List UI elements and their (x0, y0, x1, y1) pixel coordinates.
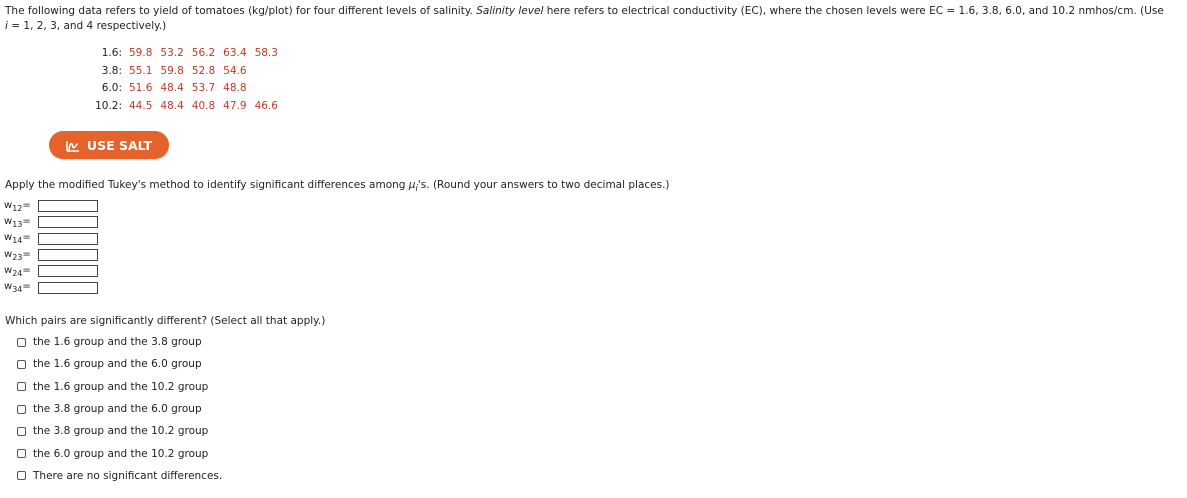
yield-value: 54.6 (223, 64, 247, 77)
option-label: the 1.6 group and the 10.2 group (33, 380, 209, 393)
salinity-level-label: 3.8: (101, 64, 122, 77)
tukey-question (5, 179, 670, 194)
w-subscript: 34 (12, 285, 23, 295)
w-symbol: w (4, 248, 13, 260)
option-label: the 3.8 group and the 6.0 group (33, 403, 202, 416)
w-subscript: 23 (12, 252, 23, 262)
w-field-row (4, 231, 98, 247)
yield-data-table (88, 45, 286, 115)
data-row (88, 63, 286, 81)
yield-value: 48.8 (223, 82, 247, 94)
yield-value: 48.4 (160, 82, 184, 94)
yield-value: 47.9 (223, 99, 247, 112)
yield-value: 56.2 (191, 47, 216, 59)
w-field-group (4, 198, 98, 296)
w-field-row (4, 247, 98, 263)
option-label: the 1.6 group and the 3.8 group (33, 336, 202, 349)
w-field-row (4, 198, 98, 214)
pair-option[interactable] (17, 442, 222, 464)
w-subscript: 13 (12, 219, 23, 229)
yield-value: 51.6 (129, 82, 153, 94)
intro-text: The following data refers to yield of tomatoes (kg/plot) for four different levels of salinity. (5, 5, 477, 17)
w-field-row (4, 263, 98, 279)
equals-sign: = (22, 281, 31, 293)
salinity-level-term: Salinity level (476, 5, 544, 17)
data-row (88, 98, 286, 116)
pairs-checkbox-list (17, 331, 222, 487)
data-row (88, 45, 286, 63)
pair-option[interactable] (17, 331, 222, 353)
checkbox[interactable] (17, 449, 26, 458)
mu-symbol: μ (408, 179, 416, 191)
equals-sign: = (22, 232, 31, 244)
checkbox[interactable] (17, 405, 26, 414)
yield-value: 44.5 (129, 99, 153, 112)
data-row (88, 80, 286, 98)
w-symbol: w (4, 215, 13, 227)
yield-value: 53.2 (160, 47, 184, 59)
yield-value: 63.4 (223, 47, 247, 59)
problem-statement (5, 4, 1180, 34)
salinity-level-label: 6.0: (101, 82, 122, 94)
checkbox[interactable] (17, 382, 26, 391)
option-label: the 3.8 group and the 10.2 group (33, 425, 209, 438)
equals-sign: = (22, 248, 31, 260)
pair-option[interactable] (17, 376, 222, 398)
w-label (4, 281, 38, 294)
option-label: the 6.0 group and the 10.2 group (33, 447, 209, 460)
yield-value: 40.8 (191, 99, 216, 112)
pair-option[interactable] (17, 465, 222, 487)
w14-input[interactable] (38, 233, 98, 245)
w-label (4, 249, 38, 262)
use-salt-button[interactable] (49, 131, 169, 159)
equals-sign: = (22, 199, 31, 211)
mu-subscript: i (415, 184, 418, 195)
yield-value: 52.8 (191, 64, 216, 77)
yield-value: 53.7 (191, 82, 216, 94)
pairs-question: Which pairs are significantly different? (Select all that apply.) (5, 315, 326, 327)
w-symbol: w (4, 264, 13, 276)
option-label: There are no significant differences. (33, 469, 223, 482)
pair-option[interactable] (17, 420, 222, 442)
salinity-level-label: 1.6: (101, 47, 122, 59)
yield-value: 59.8 (129, 47, 153, 59)
equals-sign: = (22, 215, 31, 227)
question-text-2: 's. (Round your answers to two decimal places.) (417, 179, 670, 191)
w-label (4, 265, 38, 278)
w-field-row (4, 279, 98, 295)
w-subscript: 14 (12, 236, 23, 246)
pair-option[interactable] (17, 353, 222, 375)
w-symbol: w (4, 281, 13, 293)
yield-value: 46.6 (254, 99, 278, 112)
checkbox[interactable] (17, 338, 26, 347)
yield-value: 58.3 (254, 47, 278, 59)
salinity-level-label: 10.2: (95, 99, 122, 112)
checkbox[interactable] (17, 427, 26, 436)
question-text: Apply the modified Tukey's method to identify significant differences among (5, 179, 409, 191)
w-field-row (4, 214, 98, 230)
w12-input[interactable] (38, 200, 98, 212)
checkbox[interactable] (17, 360, 26, 369)
w-subscript: 24 (12, 268, 23, 278)
w-symbol: w (4, 232, 13, 244)
w34-input[interactable] (38, 282, 98, 294)
w13-input[interactable] (38, 216, 98, 228)
pair-option[interactable] (17, 398, 222, 420)
checkbox[interactable] (17, 471, 26, 480)
equals-sign: = (22, 264, 31, 276)
w-label (4, 200, 38, 213)
intro-text-2: here refers to electrical conductivity (EC), where the chosen levels were EC = 1.6, 3.8, 6.0, and 10.2 nmhos/cm. (Use (543, 5, 1164, 17)
yield-value: 55.1 (129, 64, 153, 77)
yield-value: 59.8 (160, 64, 184, 77)
w-label (4, 232, 38, 245)
w24-input[interactable] (38, 265, 98, 277)
w-symbol: w (4, 199, 13, 211)
index-variable: i (5, 20, 8, 32)
w-subscript: 12 (12, 203, 23, 213)
intro-text-3: = 1, 2, 3, and 4 respectively.) (7, 20, 167, 32)
w23-input[interactable] (38, 249, 98, 261)
w-label (4, 216, 38, 229)
yield-value: 48.4 (160, 99, 184, 112)
option-label: the 1.6 group and the 6.0 group (33, 358, 202, 371)
salt-chart-icon (66, 139, 80, 152)
use-salt-label: USE SALT (86, 137, 153, 153)
